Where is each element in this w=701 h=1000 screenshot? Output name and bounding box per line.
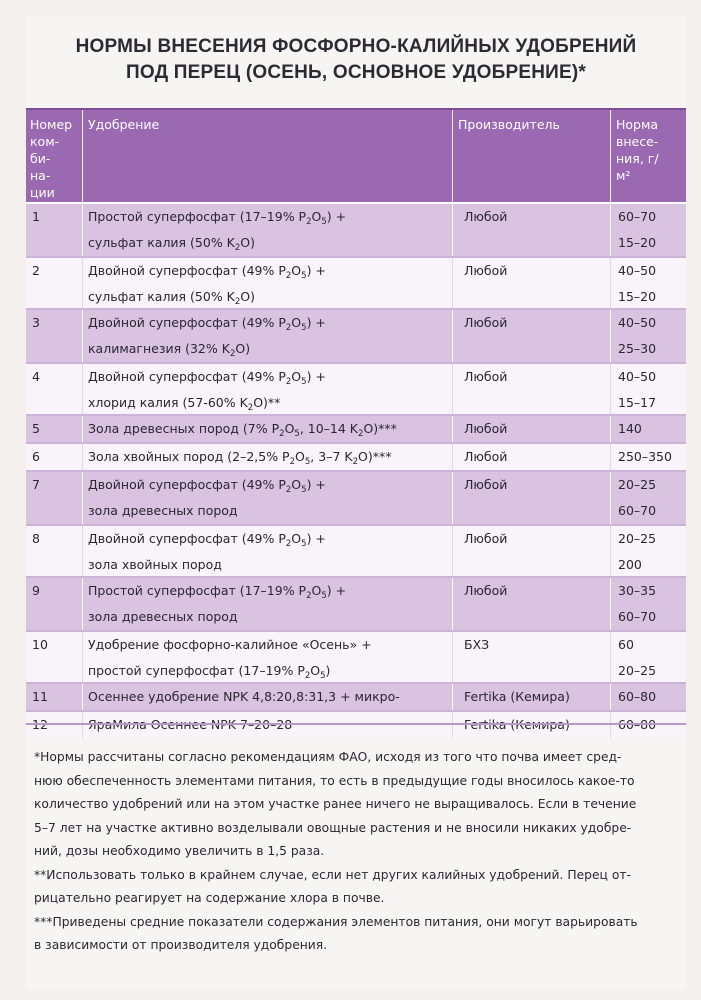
row-producer: Fertika (Кемира)	[464, 689, 570, 704]
table-bottom-rule	[26, 723, 686, 725]
footnote-line: ***Приведены средние показатели содержания элементов питания, они могут варьировать	[34, 914, 638, 929]
row-rate: 250–350	[618, 449, 672, 464]
row-number: 3	[32, 315, 40, 330]
footnote-line: нюю обеспеченность элементами питания, то есть в предыдущие годы вносилось какое-то	[34, 773, 635, 788]
header-rate: Норма внесе- ния, г/ м²	[616, 117, 659, 183]
row-number: 9	[32, 583, 40, 598]
row-fertilizer: Двойной суперфосфат (49% $P_2O_5$) + зола хвойных пород	[88, 531, 326, 572]
title-line-1: НОРМЫ ВНЕСЕНИЯ ФОСФОРНО-КАЛИЙНЫХ УДОБРЕНИЙ	[75, 36, 637, 57]
page-title	[26, 34, 686, 86]
row-fertilizer: Простой суперфосфат (17–19% $P_2O_5$) + сульфат калия (50% $K_2O$)	[88, 209, 347, 253]
row-number: 8	[32, 531, 40, 546]
header-number: Номер ком- би- на- ции	[30, 117, 73, 200]
table-row	[26, 444, 686, 470]
footnote-line: *Нормы рассчитаны согласно рекомендациям ФАО, исходя из того что почва имеет сред-	[34, 750, 622, 764]
footnote-line: ний, дозы необходимо увеличить в 1,5 раза.	[34, 844, 325, 858]
row-fertilizer: Двойной суперфосфат (49% $P_2O_5$) + калимагнезия (32% $K_2O$)	[88, 315, 326, 359]
table-row	[26, 310, 686, 362]
row-rate: 20–25 200	[618, 531, 657, 572]
row-number: 10	[32, 637, 48, 652]
footnote-line: 5–7 лет на участке активно возделывали овощные растения и не вносили никаких удобре-	[34, 820, 632, 835]
row-rate	[618, 712, 684, 738]
row-rate: 60–80	[618, 689, 657, 704]
row-fertilizer: Двойной суперфосфат (49% $P_2O_5$) + зола древесных пород	[88, 477, 326, 518]
row-fertilizer: Двойной суперфосфат (49% $P_2O_5$) + хлорид калия (57-60% $K_2O)**$	[88, 369, 326, 413]
row-number: 2	[32, 263, 40, 278]
header-fertilizer: Удобрение	[88, 117, 160, 132]
row-rate: 60–70 15–20	[618, 209, 657, 250]
title-line-2: ПОД ПЕРЕЦ (ОСЕНЬ, ОСНОВНОЕ УДОБРЕНИЕ)*	[126, 62, 586, 83]
table-row	[26, 632, 686, 682]
row-number: 4	[32, 369, 40, 384]
row-number: 6	[32, 449, 40, 464]
row-fertilizer: Двойной суперфосфат (49% $P_2O_5$) + сульфат калия (50% $K_2O$)	[88, 263, 326, 307]
row-producer: Любой	[464, 315, 508, 330]
footnote-line: рицательно реагирует на содержание хлора в почве.	[34, 891, 385, 905]
footnotes	[34, 746, 680, 958]
row-number	[32, 712, 72, 738]
row-fertilizer: Осеннее удобрение NPK 4,8:20,8:31,3 + микро-	[88, 689, 400, 704]
row-rate: 140	[618, 421, 642, 436]
table-row	[26, 472, 686, 524]
row-fertilizer: Зола древесных пород (7% $P_2O_5$, 10–14 $K_2O)***$	[88, 421, 397, 439]
footnote-line: количество удобрений или на этом участке ранее ничего не выращивалось. Если в течение	[34, 797, 637, 811]
header-producer: Производитель	[458, 117, 560, 132]
table-row	[26, 578, 686, 630]
row-producer: Любой	[464, 477, 508, 492]
table-row	[26, 684, 686, 710]
row-number: 1	[32, 209, 40, 224]
row-producer: Любой	[464, 209, 508, 224]
row-number: 11	[32, 689, 48, 704]
row-rate: 20–25 60–70	[618, 477, 657, 518]
table-row	[26, 526, 686, 576]
row-producer	[464, 712, 614, 738]
row-fertilizer	[88, 712, 454, 738]
row-producer: Любой	[464, 583, 508, 598]
row-rate: 60 20–25	[618, 637, 657, 678]
row-fertilizer: Удобрение фосфорно-калийное «Осень» + простой суперфосфат (17–19% $P_2O_5$)	[88, 637, 372, 681]
table-row	[26, 712, 686, 738]
row-rate: 40–50 15–20	[618, 263, 657, 304]
row-number: 7	[32, 477, 40, 492]
row-producer: Любой	[464, 421, 508, 436]
row-rate: 40–50 25–30	[618, 315, 657, 356]
row-producer: Любой	[464, 263, 508, 278]
row-fertilizer: Простой суперфосфат (17–19% $P_2O_5$) + зола древесных пород	[88, 583, 347, 624]
row-fertilizer: Зола хвойных пород (2–2,5% $P_2O_5$, 3–7 $K_2O)***$	[88, 449, 392, 467]
row-rate: 30–35 60–70	[618, 583, 657, 624]
table-header	[26, 108, 686, 202]
row-producer: БХЗ	[464, 637, 490, 652]
table-row	[26, 204, 686, 256]
table-row	[26, 364, 686, 414]
row-producer: Любой	[464, 531, 508, 546]
row-producer: Любой	[464, 449, 508, 464]
footnote-line: **Использовать только в крайнем случае, если нет других калийных удобрений. Перец от-	[34, 867, 631, 882]
row-rate: 40–50 15–17	[618, 369, 657, 410]
row-producer: Любой	[464, 369, 508, 384]
table-row	[26, 416, 686, 442]
fertilizer-table	[26, 108, 686, 738]
table-row	[26, 258, 686, 308]
footnote-line: в зависимости от производителя удобрения.	[34, 938, 328, 952]
page	[26, 16, 686, 990]
row-number: 5	[32, 421, 40, 436]
